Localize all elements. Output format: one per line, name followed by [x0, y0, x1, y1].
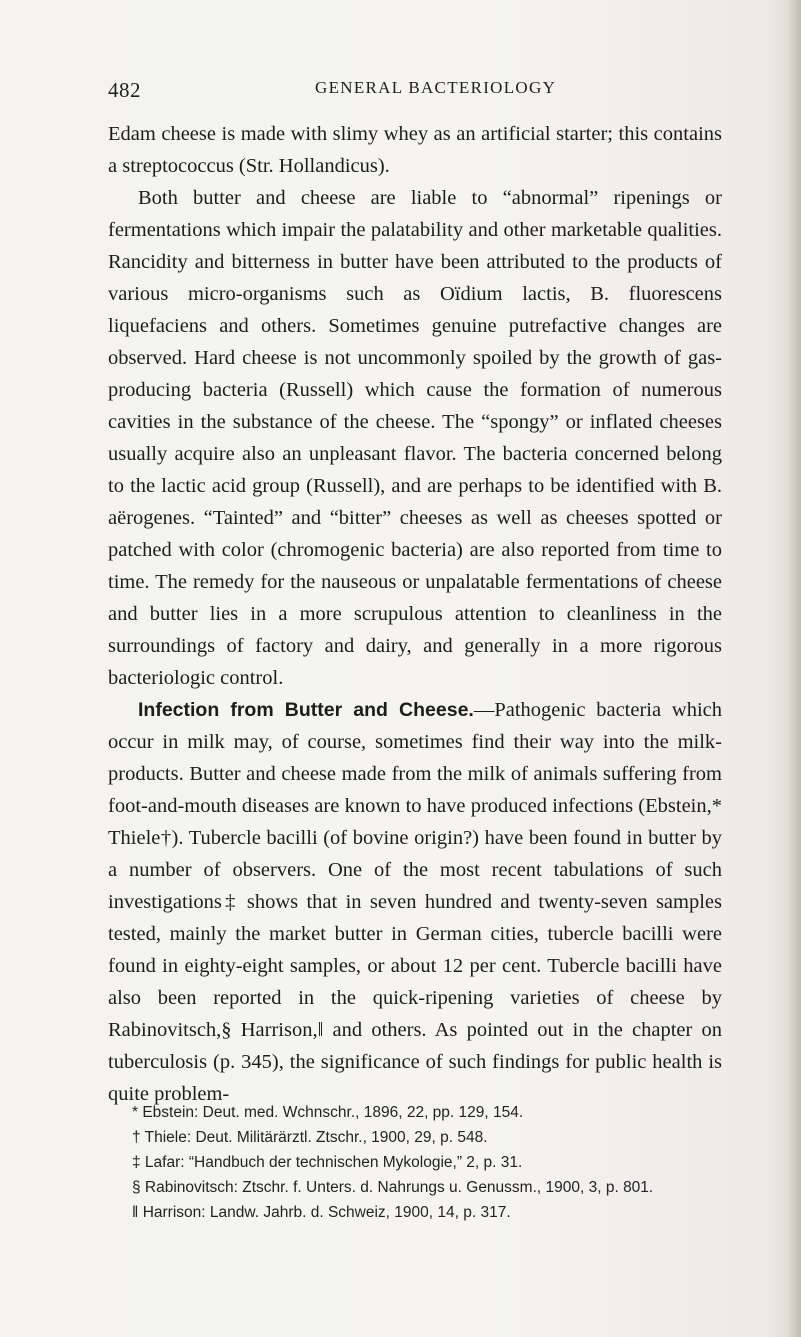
footnotes [108, 1100, 722, 1225]
footnote-lafar: ‡ Lafar: “Handbuch der technischen Mykologie,” 2, p. 31. [132, 1154, 523, 1171]
body-text [108, 118, 722, 1110]
footnote-rabinovitsch: § Rabinovitsch: Ztschr. f. Unters. d. Nahrungs u. Genussm., 1900, 3, p. 801. [132, 1179, 654, 1196]
section-subhead: Infection from Butter and Cheese. [138, 699, 474, 721]
footnote-harrison: ‖ Harrison: Landw. Jahrb. d. Schweiz, 1900, 14, p. 317. [132, 1204, 511, 1221]
paragraph-infection [108, 694, 722, 1110]
page-edge-shadow [787, 0, 801, 1337]
page-number: 482 [108, 78, 141, 102]
footnote-ebstein: * Ebstein: Deut. med. Wchnschr., 1896, 22, pp. 129, 154. [132, 1104, 524, 1121]
paragraph-infection-text: —Pathogenic bacteria which occur in milk may, of course, sometimes find their way into the milk-products. Butter and cheese made from the milk of animals suffering from foot-and-mouth diseases are known to have produced infections (Ebstein,* Thiele†). Tubercle bacilli (of bovine origin?) have been found in butter by a number of observers. One of the most recent tabulations of such investigations‡ shows that in seven hundred and twenty-seven samples tested, mainly the market butter in German cities, tubercle bacilli were found in eighty-eight samples, or about 12 per cent. Tubercle bacilli have also been reported in the quick-ripening varieties of cheese by Rabinovitsch,§ Harrison,‖ and others. As pointed out in the chapter on tuberculosis (p. 345), the significance of such findings for public health is quite problem- [108, 699, 722, 1105]
footnote-thiele: † Thiele: Deut. Militärärztl. Ztschr., 1900, 29, p. 548. [132, 1129, 488, 1146]
paragraph-edam-cheese: Edam cheese is made with slimy whey as an artificial starter; this contains a streptococcus (Str. Hollandicus). [108, 123, 722, 177]
paragraph-abnormal-ripenings: Both butter and cheese are liable to “abnormal” ripenings or fermentations which impair the palatability and other marketable qualities. Rancidity and bitterness in butter have been attributed to the products of various micro-organisms such as Oïdium lactis, B. fluorescens liquefaciens and others. Sometimes genuine putrefactive changes are observed. Hard cheese is not uncommonly spoiled by the growth of gas-producing bacteria (Russell) which cause the formation of numerous cavities in the substance of the cheese. The “spongy” or inflated cheeses usually acquire also an unpleasant flavor. The bacteria concerned belong to the lactic acid group (Russell), and are perhaps to be identified with B. aërogenes. “Tainted” and “bitter” cheeses as well as cheeses spotted or patched with color (chromogenic bacteria) are also reported from time to time. The remedy for the nauseous or unpalatable fermentations of cheese and butter lies in a more scrupulous attention to cleanliness in the surroundings of factory and dairy, and generally in a more rigorous bacteriologic control. [108, 187, 722, 689]
running-head: GENERAL BACTERIOLOGY [315, 78, 557, 97]
